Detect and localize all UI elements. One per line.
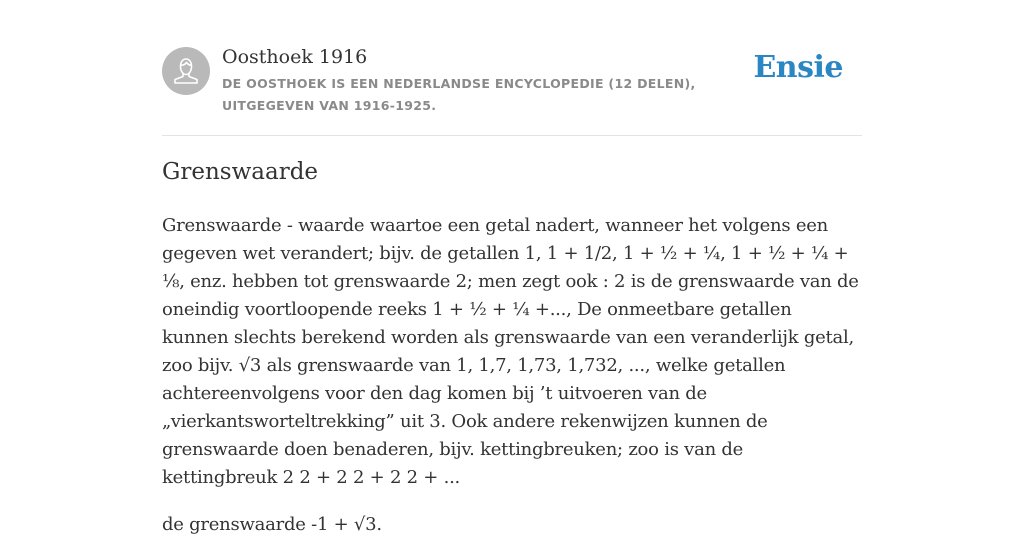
user-silhouette-icon [162, 47, 210, 95]
article-body [162, 212, 862, 539]
source-title[interactable]: Oosthoek 1916 [222, 46, 368, 68]
source-avatar[interactable] [162, 47, 210, 95]
source-description: DE OOSTHOEK IS EEN NEDERLANDSE ENCYCLOPEDIE (12 DELEN), UITGEGEVEN VAN 1916-1925. [222, 76, 696, 113]
article-paragraph: Grenswaarde - waarde waartoe een getal nadert, wanneer het volgens een gegeven wet verandert; bijv. de getallen 1, 1 + 1/2, 1 + ½ + ¼, 1 + ½ + ¼ + ⅛, enz. hebben tot grenswaarde 2; men zegt ook : 2 is de grenswaarde van de oneindig voortloopende reeks 1 + ½ + ¼ +..., De onmeetbare getallen kunnen slechts berekend worden als grenswaarde van een veranderlijk getal, zoo bijv. √3 als grenswaarde van 1, 1,7, 1,73, 1,732, ..., welke getallen achtereenvolgens voor den dag komen bij ’t uitvoeren van de „vierkantsworteltrekking” uit 3. Ook andere rekenwijzen kunnen de grenswaarde doen benaderen, bijv. kettingbreuken; zoo is van de kettingbreuk 2 2 + 2 2 + 2 2 + ... [162, 215, 859, 488]
ensie-logo-link[interactable]: Ensie [753, 50, 843, 85]
article-paragraph: de grenswaarde -1 + √3. [162, 514, 382, 535]
source-header [162, 46, 862, 136]
header-divider [162, 135, 862, 136]
article-title: Grenswaarde [162, 159, 319, 185]
